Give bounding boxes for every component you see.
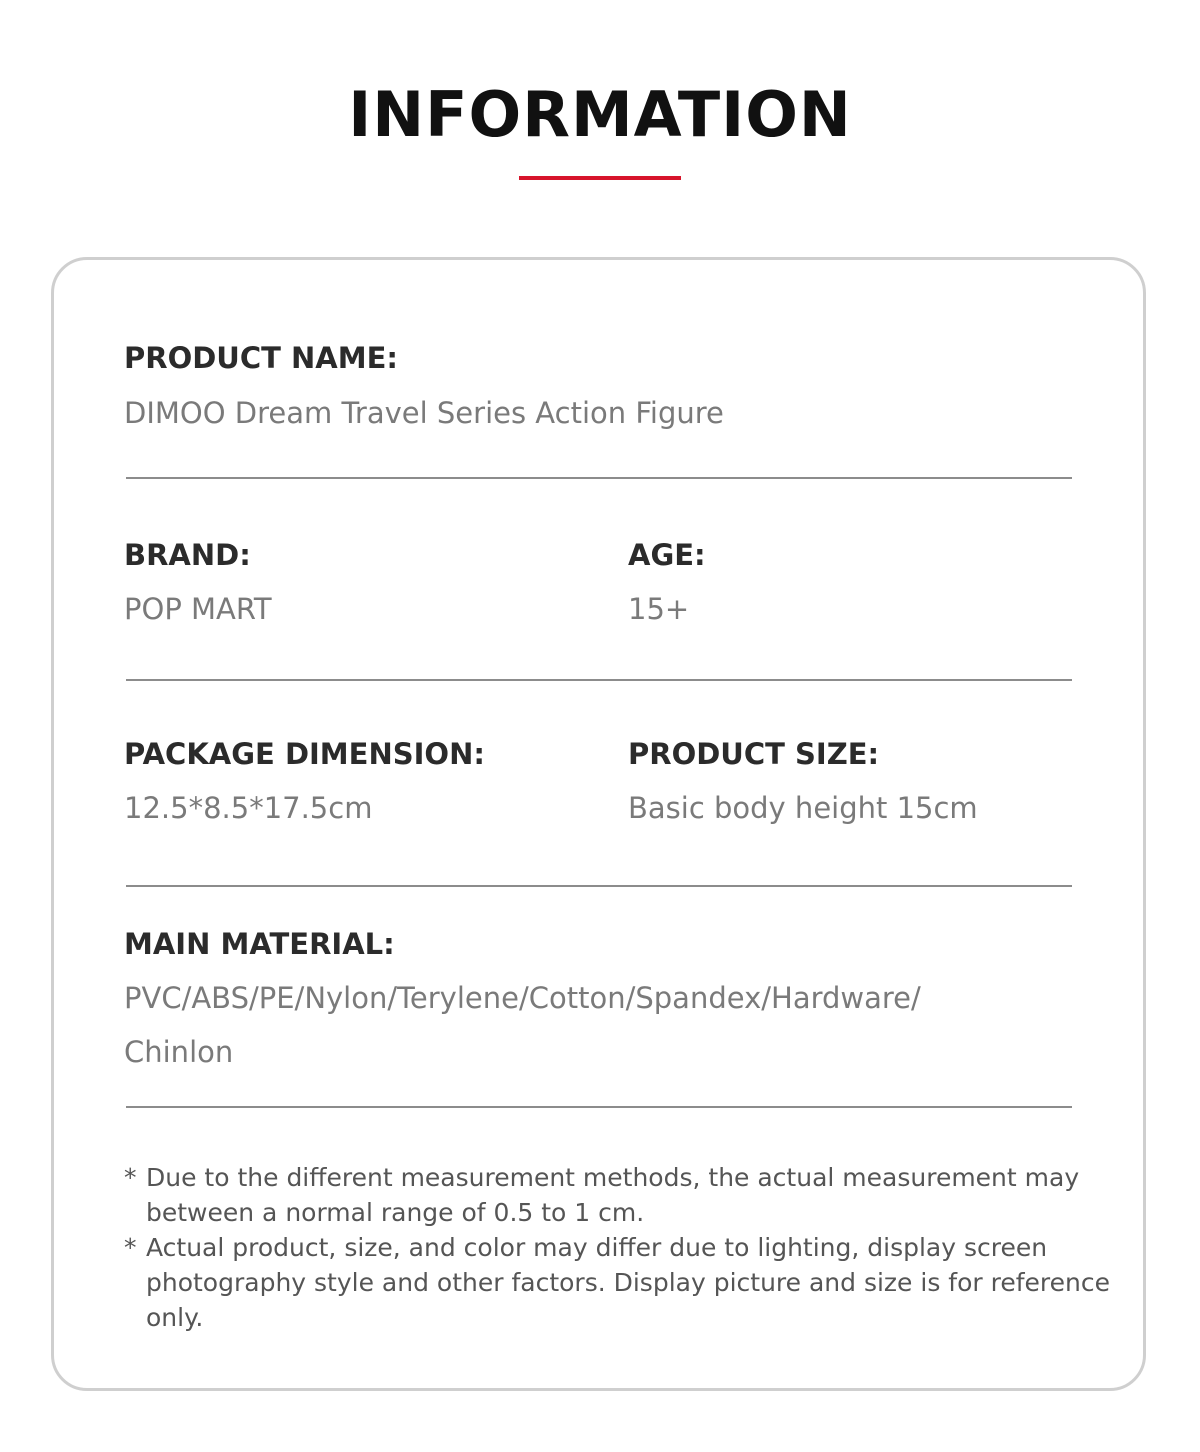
note-item — [124, 1230, 1114, 1335]
main-material-value: PVC/ABS/PE/Nylon/Terylene/Cotton/Spandex/Hardware/ Chinlon — [124, 981, 921, 1069]
note-marker: * — [124, 1163, 137, 1192]
divider — [126, 679, 1072, 681]
note-text: Actual product, size, and color may differ due to lighting, display screen photography style and other factors. Display picture and size is for reference only. — [146, 1233, 1110, 1332]
product-name-value: DIMOO Dream Travel Series Action Figure — [124, 396, 724, 430]
note-text: Due to the different measurement methods, the actual measurement may between a normal range of 0.5 to 1 cm. — [146, 1163, 1080, 1227]
note-item — [124, 1160, 1114, 1230]
age-value: 15+ — [628, 592, 690, 626]
package-dimension-value: 12.5*8.5*17.5cm — [124, 791, 373, 825]
product-size-value: Basic body height 15cm — [628, 791, 978, 825]
product-name-label: PRODUCT NAME: — [124, 341, 398, 375]
brand-value: POP MART — [124, 592, 272, 626]
page-title: INFORMATION — [348, 78, 852, 151]
divider — [126, 477, 1072, 479]
divider — [126, 885, 1072, 887]
title-underline — [519, 176, 681, 180]
package-dimension-label: PACKAGE DIMENSION: — [124, 737, 485, 771]
divider — [126, 1106, 1072, 1108]
note-marker: * — [124, 1233, 137, 1262]
product-size-label: PRODUCT SIZE: — [628, 737, 880, 771]
brand-label: BRAND: — [124, 538, 251, 572]
main-material-label: MAIN MATERIAL: — [124, 927, 395, 961]
age-label: AGE: — [628, 538, 706, 572]
